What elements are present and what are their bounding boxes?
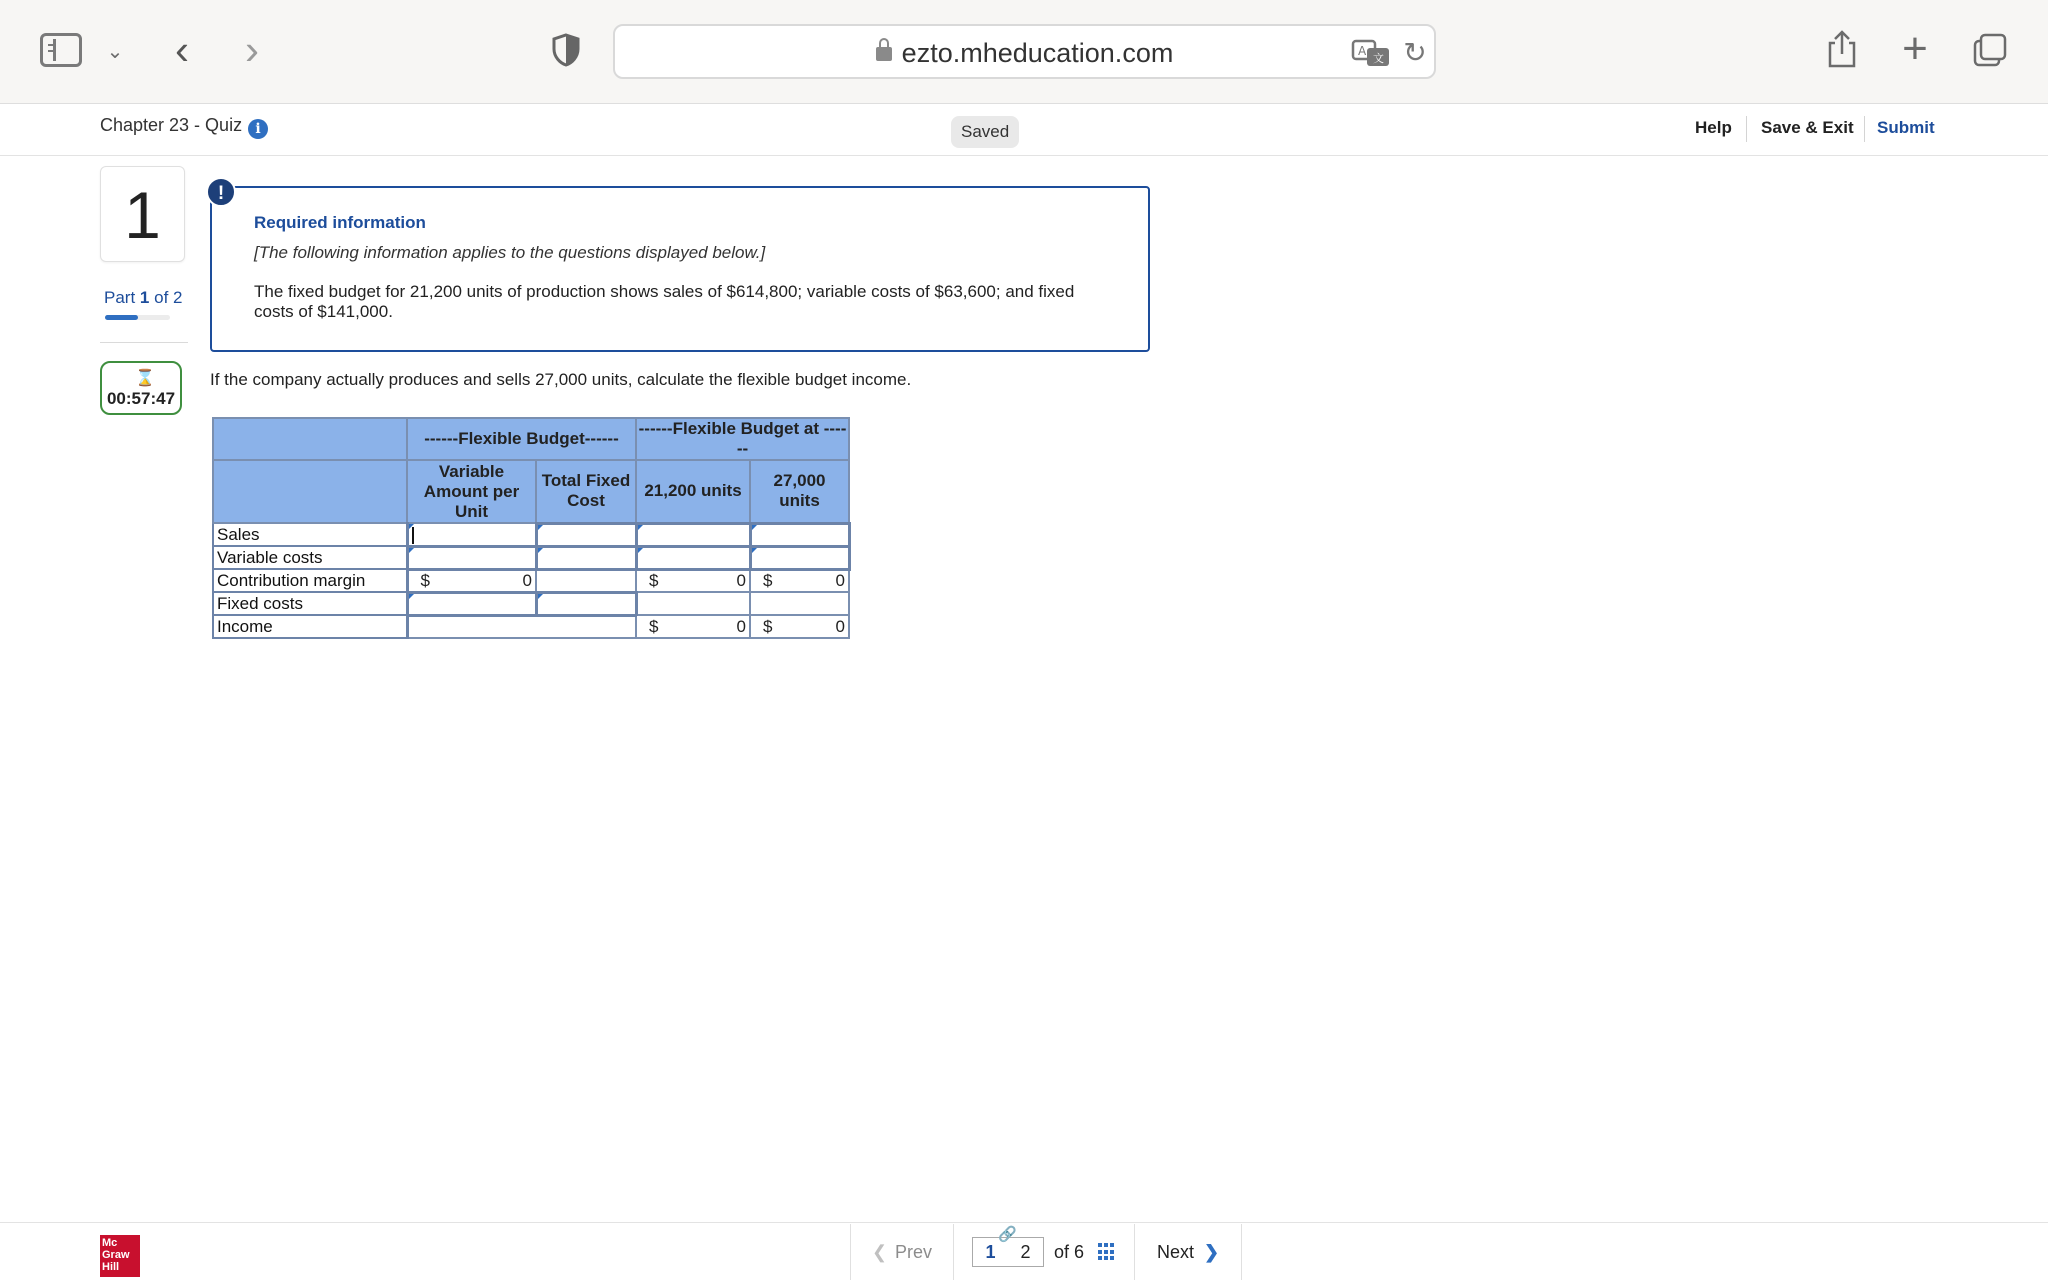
contribution-margin-27000: $ 0: [750, 569, 849, 592]
required-info-title: Required information: [254, 213, 426, 232]
fixed-costs-21200: [636, 592, 750, 615]
header-divider: [1746, 116, 1747, 142]
chevron-left-icon: ❮: [871, 1241, 888, 1262]
page-next[interactable]: 2: [1020, 1241, 1031, 1262]
prev-button[interactable]: ❮ Prev: [871, 1241, 933, 1262]
url-text: ezto.mheducation.com: [901, 38, 1174, 68]
required-info-note: [The following information applies to the questions displayed below.]: [254, 243, 766, 262]
quiz-title: Chapter 23 - Quiz i: [100, 115, 268, 139]
contribution-margin-21200: $ 0: [636, 569, 750, 592]
fixed-costs-fixed-cost-input[interactable]: [536, 592, 636, 615]
privacy-shield-icon[interactable]: [546, 30, 586, 70]
income-flexible-budget: [407, 615, 636, 638]
back-arrow-icon[interactable]: ‹: [175, 26, 189, 73]
row-label-contribution-margin: Contribution margin: [213, 569, 407, 592]
page-selector: [972, 1226, 1116, 1267]
contribution-margin-fixed-cost: [536, 569, 636, 592]
col-header-variable-amount: Variable Amount per Unit: [407, 460, 536, 523]
part-progress-bar: [105, 315, 170, 320]
divider: [100, 342, 188, 343]
quiz-footer: [0, 1222, 2048, 1280]
mcgraw-hill-logo: Mc Graw Hill: [100, 1235, 140, 1277]
fixed-costs-27000: [750, 592, 849, 615]
question-number-card: [100, 166, 185, 262]
row-label-income: Income: [213, 615, 407, 638]
grid-view-icon[interactable]: [1098, 1243, 1116, 1261]
new-tab-icon[interactable]: +: [1902, 24, 1928, 73]
translate-icon[interactable]: [1351, 38, 1391, 68]
pager-divider: [1241, 1224, 1242, 1280]
col-header-27000-units: 27,000 units: [750, 460, 849, 523]
sales-21200-input[interactable]: [636, 523, 750, 546]
contribution-margin-per-unit: $ 0: [407, 569, 536, 592]
alert-icon: !: [206, 177, 236, 207]
header-blank: [213, 418, 407, 460]
pager-divider: [953, 1224, 954, 1280]
required-info-body: The fixed budget for 21,200 units of production shows sales of $614,800; variable costs of $63,600; and fixed costs of $141,000.: [254, 282, 1075, 321]
pagination: [850, 1223, 1242, 1280]
info-icon[interactable]: i: [248, 119, 268, 139]
hourglass-icon: ⌛: [135, 370, 155, 387]
next-button[interactable]: Next ❯: [1156, 1241, 1220, 1262]
flexible-budget-group-header: ------Flexible Budget------: [407, 418, 636, 460]
submit-link[interactable]: Submit: [1877, 118, 1935, 137]
question-number: 1: [124, 178, 161, 252]
fixed-costs-per-unit-input[interactable]: [407, 592, 536, 615]
address-bar[interactable]: [613, 24, 1436, 79]
variable-costs-per-unit-input[interactable]: [407, 546, 536, 569]
share-icon[interactable]: [1820, 26, 1864, 72]
header-divider: [1864, 116, 1865, 142]
question-text: If the company actually produces and sells 27,000 units, calculate the flexible budget income.: [210, 370, 912, 389]
row-label-fixed-costs: Fixed costs: [213, 592, 407, 615]
row-label-sales: Sales: [213, 523, 407, 546]
sales-variable-per-unit-input[interactable]: [407, 523, 536, 546]
text-caret: [412, 527, 414, 544]
timer-text: 00:57:47: [106, 389, 176, 408]
sidebar-toggle-icon[interactable]: [40, 33, 82, 67]
part-indicator: Part 1 of 2: [104, 288, 183, 307]
variable-costs-fixed-cost-input[interactable]: [536, 546, 636, 569]
part-progress-fill: [105, 315, 138, 320]
income-27000: $ 0: [750, 615, 849, 638]
help-link[interactable]: Help: [1695, 118, 1732, 137]
income-21200: $ 0: [636, 615, 750, 638]
tabs-overview-icon[interactable]: [1970, 30, 2010, 70]
col-header-total-fixed-cost: Total Fixed Cost: [536, 460, 636, 523]
svg-text:文: 文: [1373, 52, 1384, 65]
page-count: of 6: [1054, 1241, 1085, 1262]
quiz-header: [0, 104, 2048, 156]
browser-toolbar: [0, 0, 2048, 104]
chevron-down-icon[interactable]: ⌄: [106, 40, 124, 63]
sales-fixed-cost-input[interactable]: [536, 523, 636, 546]
page-current[interactable]: 1: [985, 1241, 996, 1262]
chevron-right-icon: ❯: [1203, 1241, 1220, 1262]
variable-costs-21200-input[interactable]: [636, 546, 750, 569]
required-info-box: [210, 186, 1150, 352]
quiz-timer[interactable]: [100, 361, 182, 415]
flexible-budget-at-group-header: ------Flexible Budget at ------: [636, 418, 849, 460]
saved-status-badge: Saved: [951, 116, 1019, 148]
header-blank: [213, 460, 407, 523]
variable-costs-27000-input[interactable]: [750, 546, 849, 569]
save-exit-link[interactable]: Save & Exit: [1761, 118, 1854, 137]
svg-text:A: A: [1358, 44, 1367, 58]
link-icon: 🔗: [998, 1226, 1017, 1243]
reload-icon[interactable]: ↻: [1403, 37, 1427, 68]
sales-27000-input[interactable]: [750, 523, 849, 546]
forward-arrow-icon[interactable]: ›: [245, 26, 259, 73]
lock-icon: [876, 47, 892, 61]
col-header-21200-units: 21,200 units: [636, 460, 750, 523]
row-label-variable-costs: Variable costs: [213, 546, 407, 569]
flexible-budget-worksheet: [212, 417, 851, 639]
